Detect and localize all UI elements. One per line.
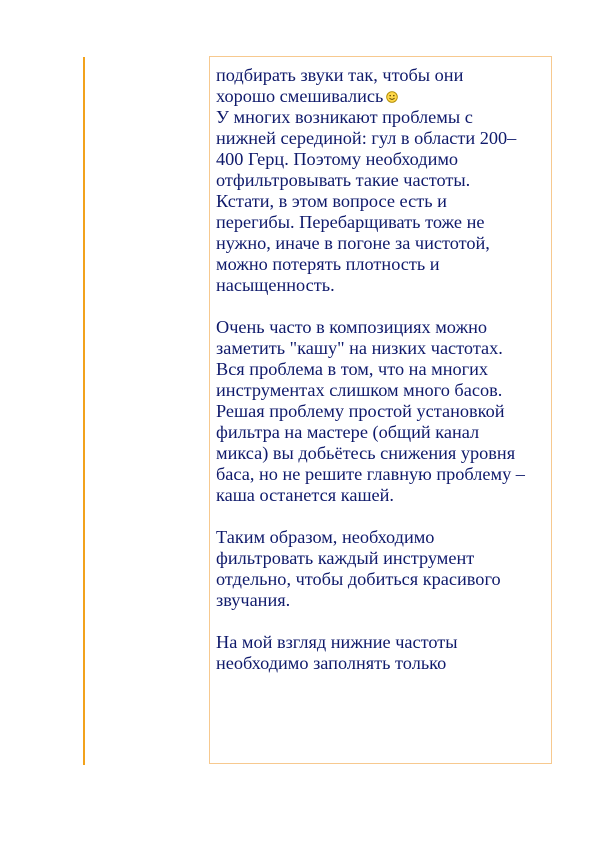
text-line: отдельно, чтобы добиться красивого — [216, 569, 501, 589]
paragraph-mud — [216, 317, 547, 506]
text-line: отфильтровывать такие частоты. — [216, 170, 471, 190]
margin-rule — [83, 57, 85, 765]
text-line: инструментах слишком много басов. — [216, 380, 503, 400]
paragraph-low-mids — [216, 107, 547, 296]
text-line: необходимо заполнять только — [216, 653, 447, 673]
text-line: Решая проблему простой установкой — [216, 401, 505, 421]
text-line: можно потерять плотность и — [216, 254, 440, 274]
text-line: Вся проблема в том, что на многих — [216, 359, 489, 379]
text-line: фильтровать каждый инструмент — [216, 548, 475, 568]
text-line: Очень часто в композициях можно — [216, 317, 488, 337]
text-line: фильтра на мастере (общий канал — [216, 422, 480, 442]
text-line: заметить "кашу" на низких частотах. — [216, 338, 503, 358]
text-line: нижней серединой: гул в области 200– — [216, 128, 517, 148]
text-line: баса, но не решите главную проблему – — [216, 464, 525, 484]
text-line: хорошо смешивались — [216, 86, 384, 106]
paragraph-intro — [216, 65, 547, 107]
text-line: 400 Герц. Поэтому необходимо — [216, 149, 459, 169]
smiley-icon — [386, 91, 398, 103]
paragraph-conclusion — [216, 527, 547, 611]
paragraph-gap — [216, 296, 547, 317]
paragraph-opinion — [216, 632, 547, 674]
smiley-eye-left — [390, 95, 392, 97]
text-line: звучания. — [216, 590, 291, 610]
text-line: нужно, иначе в погоне за чистотой, — [216, 233, 490, 253]
smiley-eye-right — [393, 95, 395, 97]
text-frame — [209, 56, 552, 764]
paragraph-gap — [216, 506, 547, 527]
paragraph-gap — [216, 611, 547, 632]
smiley-face — [387, 92, 398, 103]
text-line: Кстати, в этом вопросе есть и — [216, 191, 447, 211]
text-line: У многих возникают проблемы с — [216, 107, 473, 127]
text-line: микса) вы добьётесь снижения уровня — [216, 443, 516, 463]
text-line: подбирать звуки так, чтобы они — [216, 65, 464, 85]
text-line: На мой взгляд нижние частоты — [216, 632, 458, 652]
text-line: каша останется кашей. — [216, 485, 394, 505]
text-line: перегибы. Перебарщивать тоже не — [216, 212, 485, 232]
text-line: насыщенность. — [216, 275, 335, 295]
text-line: Таким образом, необходимо — [216, 527, 435, 547]
